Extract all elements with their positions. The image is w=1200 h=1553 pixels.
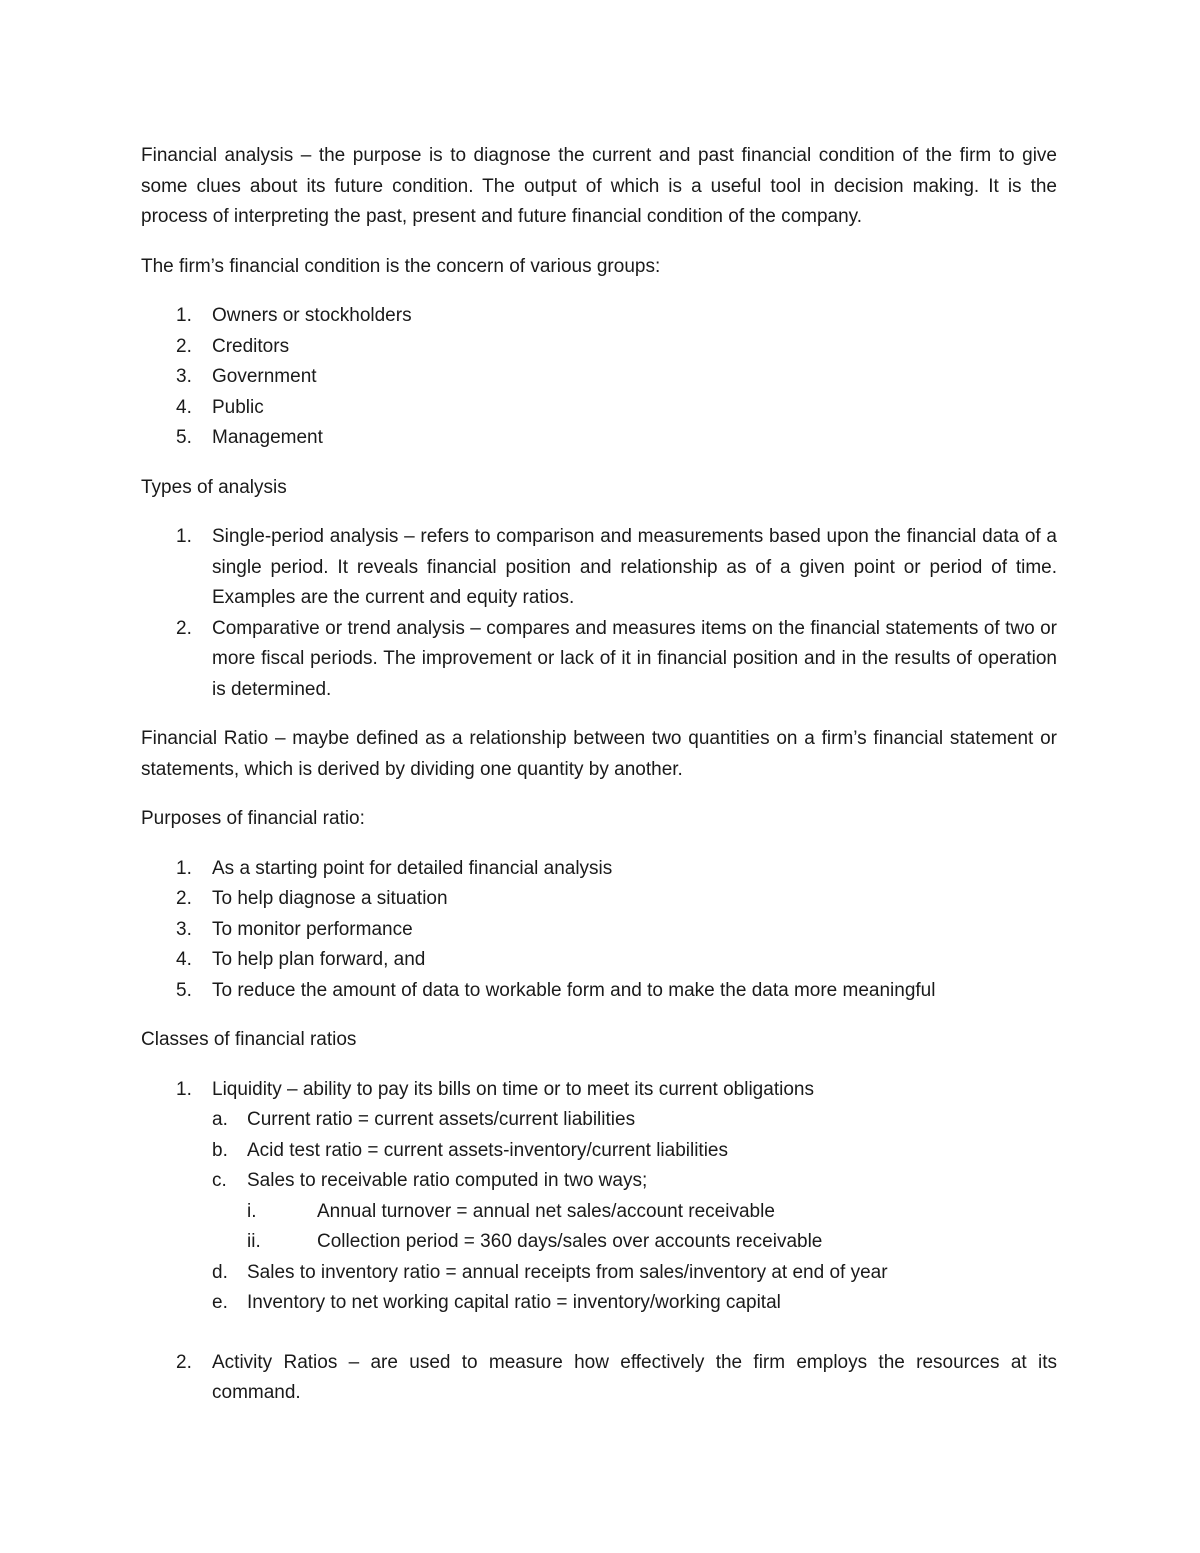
list-text: Activity Ratios – are used to measure how effectively the firm employs the resources at its command. xyxy=(212,1351,1057,1403)
sub-list-item xyxy=(141,1166,1057,1197)
subsub-list-item xyxy=(141,1227,1057,1258)
classes-heading: Classes of financial ratios xyxy=(141,1029,357,1050)
sub-list-text: Inventory to net working capital ratio = inventory/working capital xyxy=(247,1292,781,1313)
sub-list-text: Sales to receivable ratio computed in two ways; xyxy=(247,1170,648,1191)
list-number: 2. xyxy=(176,617,192,639)
list-text: To reduce the amount of data to workable form and to make the data more meaningful xyxy=(212,979,936,1001)
list-number: 2. xyxy=(176,335,192,357)
list-item xyxy=(141,301,1057,332)
ratio-paragraph: Financial Ratio – maybe defined as a relationship between two quantities on a firm’s financial statement or statements, which is derived by dividing one quantity by another. xyxy=(141,728,1057,780)
list-number: 1. xyxy=(176,526,192,547)
sub-list-letter: d. xyxy=(212,1261,228,1283)
list-text: Public xyxy=(212,396,264,418)
list-item xyxy=(141,522,1057,614)
list-text: Government xyxy=(212,366,317,387)
list-number: 3. xyxy=(176,366,192,387)
list-item xyxy=(141,976,1057,1007)
list-number: 1. xyxy=(176,1078,192,1100)
list-item xyxy=(141,915,1057,946)
list-number: 3. xyxy=(176,918,192,940)
list-number: 5. xyxy=(176,427,192,448)
list-text: To help plan forward, and xyxy=(212,949,426,970)
groups-heading: The firm’s financial condition is the concern of various groups: xyxy=(141,255,661,277)
purposes-heading: Purposes of financial ratio: xyxy=(141,808,365,829)
list-item xyxy=(141,884,1057,915)
list-text: Management xyxy=(212,427,323,448)
list-number: 1. xyxy=(176,305,192,326)
roman-numeral: ii. xyxy=(247,1231,261,1252)
roman-numeral: i. xyxy=(247,1200,257,1222)
subsub-list-item xyxy=(141,1197,1057,1228)
list-number: 4. xyxy=(176,949,192,970)
list-text: Single-period analysis – refers to comparison and measurements based upon the financial data of a single period. It reveals financial position and relationship as of a given point or period of time. Examples are the current and equity ratios. xyxy=(212,526,1057,608)
list-text: To monitor performance xyxy=(212,918,413,940)
sub-list-letter: a. xyxy=(212,1109,228,1130)
classes-list xyxy=(141,1075,1057,1409)
sub-list-letter: b. xyxy=(212,1139,228,1161)
list-text: Liquidity – ability to pay its bills on time or to meet its current obligations xyxy=(212,1078,814,1100)
types-list xyxy=(141,522,1057,705)
list-number: 1. xyxy=(176,857,192,879)
list-item xyxy=(141,393,1057,424)
document-page xyxy=(141,141,1057,1409)
list-text: Comparative or trend analysis – compares and measures items on the financial statements of two or more fiscal periods. The improvement or lack of it in financial position and in the results of operation is determined. xyxy=(212,617,1057,700)
list-text: Creditors xyxy=(212,335,290,357)
list-item xyxy=(141,362,1057,393)
sub-list-text: Sales to inventory ratio = annual receipts from sales/inventory at end of year xyxy=(247,1261,888,1283)
subsub-list-text: Collection period = 360 days/sales over accounts receivable xyxy=(317,1231,823,1252)
list-item xyxy=(141,332,1057,363)
sub-list-item xyxy=(141,1105,1057,1136)
subsub-list-text: Annual turnover = annual net sales/account receivable xyxy=(317,1200,775,1222)
blank-line xyxy=(141,1319,1057,1348)
sub-list-item xyxy=(141,1136,1057,1167)
intro-paragraph: Financial analysis – the purpose is to diagnose the current and past financial condition of the firm to give some clues about its future condition. The output of which is a useful tool in decision making. It is the process of interpreting the past, present and future financial condition of the company. xyxy=(141,145,1057,227)
list-number: 2. xyxy=(176,1351,192,1373)
purposes-list xyxy=(141,854,1057,1007)
types-heading: Types of analysis xyxy=(141,476,287,498)
list-item-activity xyxy=(141,1348,1057,1409)
list-item xyxy=(141,614,1057,706)
sub-list-letter: c. xyxy=(212,1170,227,1191)
list-item-liquidity xyxy=(141,1075,1057,1106)
groups-list xyxy=(141,301,1057,454)
sub-list-item xyxy=(141,1288,1057,1319)
list-text: As a starting point for detailed financial analysis xyxy=(212,857,613,879)
list-number: 5. xyxy=(176,979,192,1001)
list-number: 4. xyxy=(176,396,192,418)
list-text: To help diagnose a situation xyxy=(212,888,448,909)
sub-list-item xyxy=(141,1258,1057,1289)
sub-list-text: Acid test ratio = current assets-inventory/current liabilities xyxy=(247,1139,729,1161)
list-item xyxy=(141,945,1057,976)
list-text: Owners or stockholders xyxy=(212,305,412,326)
list-item xyxy=(141,423,1057,454)
sub-list-text: Current ratio = current assets/current liabilities xyxy=(247,1109,636,1130)
list-item xyxy=(141,854,1057,885)
sub-list-letter: e. xyxy=(212,1292,228,1313)
list-number: 2. xyxy=(176,888,192,909)
